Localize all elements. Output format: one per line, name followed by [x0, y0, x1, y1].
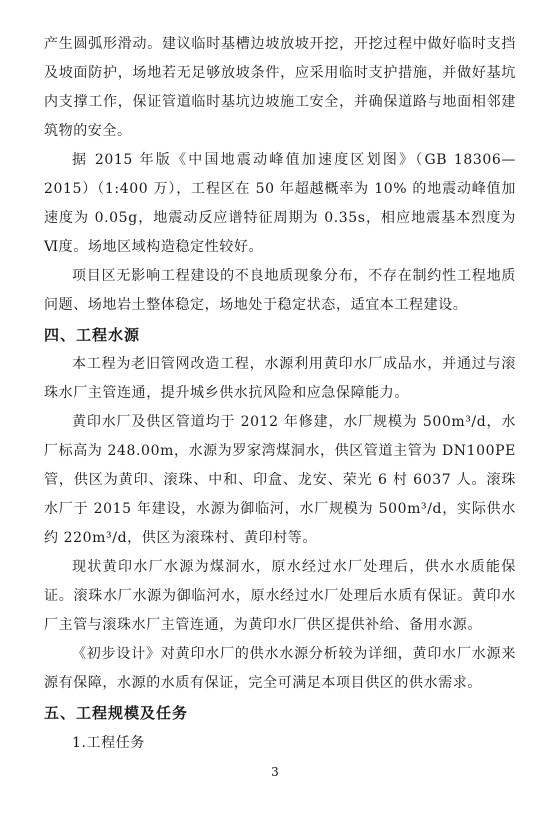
paragraph-waterworks-details: 黄印水厂及供区管道均于 2012 年修建，水厂规模为 500m³/d，水厂标高为 248.00m，水源为罗家湾煤洞水，供区管道主管为 DN100PE 管，供区为黄印、滚珠、中和、印盒、龙安、荣光 6 村 6037 人。滚珠水厂于 2015 年建设，水源为御临河，水厂规模为 500m³/d，实际供水约 220m³/d，供区为滚珠村、黄印村等。 — [44, 414, 516, 546]
section-heading-water-source: 四、工程水源 — [44, 326, 141, 344]
paragraph-water-quality: 现状黄印水厂水源为煤洞水，原水经过水厂处理后，供水水质能保证。滚珠水厂水源为御临河水，原水经过水厂处理后水质有保证。黄印水厂主管与滚珠水厂主管连通，为黄印水厂供区提供补给、备用水源。 — [44, 559, 516, 633]
paragraph-seismic: 据 2015 年版《中国地震动峰值加速度区划图》（GB 18306—2015）（1:400 万），工程区在 50 年超越概率为 10% 的地震动峰值加速度为 0.05g，地震动反应谱特征周期为 0.35s，相应地震基本烈度为Ⅵ度。场地区域构造稳定性较好。 — [44, 152, 516, 255]
paragraph-slope-excavation: 产生圆弧形滑动。建议临时基槽边坡放坡开挖，开挖过程中做好临时支挡及坡面防护，场地若无足够放坡条件，应采用临时支护措施，并做好基坑内支撑工作，保证管道临时基坑边坡施工安全，并确保道路与地面相邻建筑物的安全。 — [44, 36, 516, 139]
paragraph-preliminary-design: 《初步设计》对黄印水厂的供水水源分析较为详细，黄印水厂水源来源有保障，水源的水质有保证，完全可满足本项目供区的供水需求。 — [44, 646, 516, 691]
section-heading-scale-tasks: 五、工程规模及任务 — [44, 704, 189, 722]
paragraph-geology: 项目区无影响工程建设的不良地质现象分布，不存在制约性工程地质问题、场地岩土整体稳定，场地处于稳定状态，适宜本工程建设。 — [44, 268, 516, 313]
paragraph-project-source: 本工程为老旧管网改造工程，水源利用黄印水厂成品水，并通过与滚珠水厂主管连通，提升城乡供水抗风险和应急保障能力。 — [44, 356, 516, 401]
page-number: 3 — [271, 765, 279, 779]
subheading-project-tasks: 1.工程任务 — [72, 735, 145, 751]
